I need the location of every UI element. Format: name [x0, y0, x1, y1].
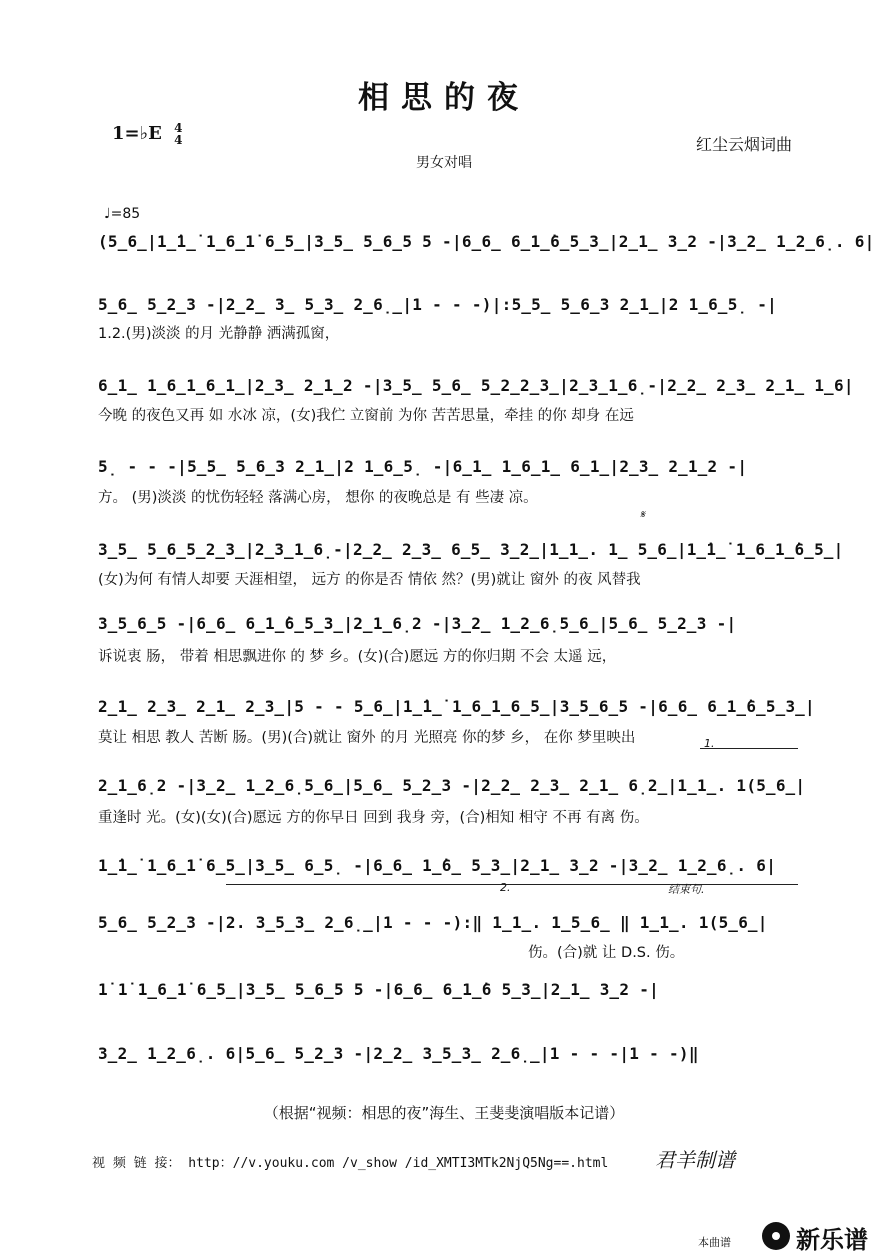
notation-line-8: 2̲1̲6̣2 -|3̲2̲ 1̲2̲6̣5̲6̲|5̲6̲ 5̲2̲3 -|2̲2̲ 2̲3̲ 2̲1̲ 6̣2̲|1̲1̲. 1(5̲6̲|: [98, 776, 806, 795]
notation-line-1: (5̲6̲|1̲̇1̲̇ 1̲6̲1̇ 6̲5̲|3̲5̲ 5̲6̲5 5 -|6̲6̲ 6̲1̲̇6̲5̲3̲|2̲1̲ 3̲2 -|3̲2̲ 1̲2̲6̣. 6|: [98, 232, 875, 251]
volta-1-bracket: [700, 748, 798, 749]
time-signature-top: 4: [174, 121, 183, 135]
notation-line-3: 6̲1̲ 1̲6̲1̲6̲1̲|2̲3̲ 2̲1̲2 -|3̲5̲ 5̲6̲ 5̲2̲2̲3̲|2̲3̲1̲6̣-|2̲2̲ 2̲3̲ 2̲1̲ 1̲6|: [98, 376, 854, 395]
brand-caption: 本曲谱: [698, 1236, 731, 1249]
notation-line-6: 3̲5̲6̲5 -|6̲6̲ 6̲1̲̇6̲5̲3̲|2̲1̲6̣2 -|3̲2̲ 1̲2̲6̣5̲6̲|5̲6̲ 5̲2̲3 -|: [98, 614, 737, 633]
lyric-line-5: (女)为何 有情人却要 天涯相望， 远方 的你是否 情依 然？(男)就让 窗外 的夜 风替我: [98, 572, 641, 588]
transcriber-signature: 君羊制谱: [655, 1148, 735, 1172]
segno-sign: 𝄋: [640, 508, 645, 521]
notation-line-2: 5̲6̲ 5̲2̲3 -|2̲2̲ 3̲ 5̲3̲ 2̲6̣̲|1 - - -)|:5̲5̲ 5̲6̲3 2̲1̲|2 1̲6̲5̣ -|: [98, 295, 778, 314]
transcription-note: （根据“视频：相思的夜”海生、王斐斐演唱版本记谱）: [263, 1104, 625, 1122]
notation-line-5: 3̲5̲ 5̲6̲5̲2̲3̲|2̲3̲1̲6̣-|2̲2̲ 2̲3̲ 6̲5̲ 3̲2̲|1̲1̲. 1̲ 5̲6̲|1̲̇1̲̇ 1̲6̲1̲̇6̲5̲|: [98, 540, 844, 559]
second-ending-bracket: [226, 884, 798, 885]
notation-line-7: 2̲1̲ 2̲3̲ 2̲1̲ 2̲3̲|5 - - 5̲6̲|1̲̇1̲̇ 1̲6̲1̲6̲5̲|3̲5̲6̲5 -|6̲6̲ 6̲1̲̇6̲5̲3̲|: [98, 697, 815, 716]
subtitle: 男女对唱: [416, 155, 472, 171]
lyric-line-7: 莫让 相思 教人 苦断 肠。(男)(合)就让 窗外 的月 光照亮 你的梦 乡， 在你 梦里映出: [98, 730, 636, 746]
volta-1-label: 1.: [704, 737, 715, 750]
video-link: 视 频 链 接： http：//v.youku.com /v_show /id_XMTI3MTk2NjQ5Ng==.html: [92, 1156, 609, 1171]
time-signature-bottom: 4: [174, 133, 183, 147]
key-signature: [112, 122, 182, 146]
notation-line-12: 3̲2̲ 1̲2̲6̣. 6|5̲6̲ 5̲2̲3 -|2̲2̲ 3̲5̲3̲ 2̲6̣̲|1 - - -|1 - -)‖: [98, 1044, 699, 1063]
notation-line-4: 5̣ - - -|5̲5̲ 5̲6̲3 2̲1̲|2 1̲6̲5̣ -|6̲1̲ 1̲6̲1̲ 6̲1̲|2̲3̲ 2̲1̲2 -|: [98, 457, 748, 476]
lyric-line-10: 伤。(合)就 让 D.S. 伤。: [528, 945, 685, 961]
ending-label: 结束句.: [668, 883, 705, 896]
song-title: 相思的夜: [358, 80, 530, 116]
notation-line-11: 1̇ 1̇ 1̲6̲1̇ 6̲5̲|3̲5̲ 5̲6̲5 5 -|6̲6̲ 6̲1̲̇6 5̲3̲|2̲1̲ 3̲2 -|: [98, 980, 660, 999]
lyric-line-3: 今晚 的夜色又再 如 水冰 凉，(女)我伫 立窗前 为你 苦苦思量，牵挂 的你 却身 在远: [98, 408, 634, 424]
brand-logo-text: 新乐谱: [796, 1226, 868, 1254]
composer-credit: 红尘云烟词曲: [695, 135, 792, 154]
volta-2-label: 2.: [500, 881, 511, 894]
lyric-line-2: 1.2.(男)淡淡 的月 光静静 洒满孤窗，: [98, 326, 340, 342]
notation-line-10: 5̲6̲ 5̲2̲3 -|2. 3̲5̲3̲ 2̲6̣̲|1 - - -):‖ 1̲1̲. 1̲5̲6̲ ‖ 1̲1̲. 1(5̲6̲|: [98, 913, 768, 932]
lyric-line-6: 诉说衷 肠， 带着 相思飘进你 的 梦 乡。(女)(合)愿远 方的你归期 不会 太遥 远，: [98, 649, 617, 665]
tempo-marking: ♩=85: [104, 206, 141, 222]
lyric-line-4: 方。 (男)淡淡 的忧伤轻轻 落满心房， 想你 的夜晚总是 有 些凄 凉。: [98, 490, 538, 506]
time-signature: [174, 122, 182, 146]
notation-line-9: 1̲̇1̲̇ 1̲6̲1̇ 6̲5̲|3̲5̲ 6̲5̣ -|6̲6̲ 1̲̇6̲ 5̲3̲|2̲1̲ 3̲2 -|3̲2̲ 1̲2̲6̣. 6|: [98, 856, 777, 875]
key-label: 1=♭E: [112, 123, 162, 144]
vinyl-disc-icon: [762, 1222, 790, 1250]
lyric-line-8: 重逢时 光。(女)(女)(合)愿远 方的你早日 回到 我身 旁，(合)相知 相守 不再 有离 伤。: [98, 810, 649, 826]
